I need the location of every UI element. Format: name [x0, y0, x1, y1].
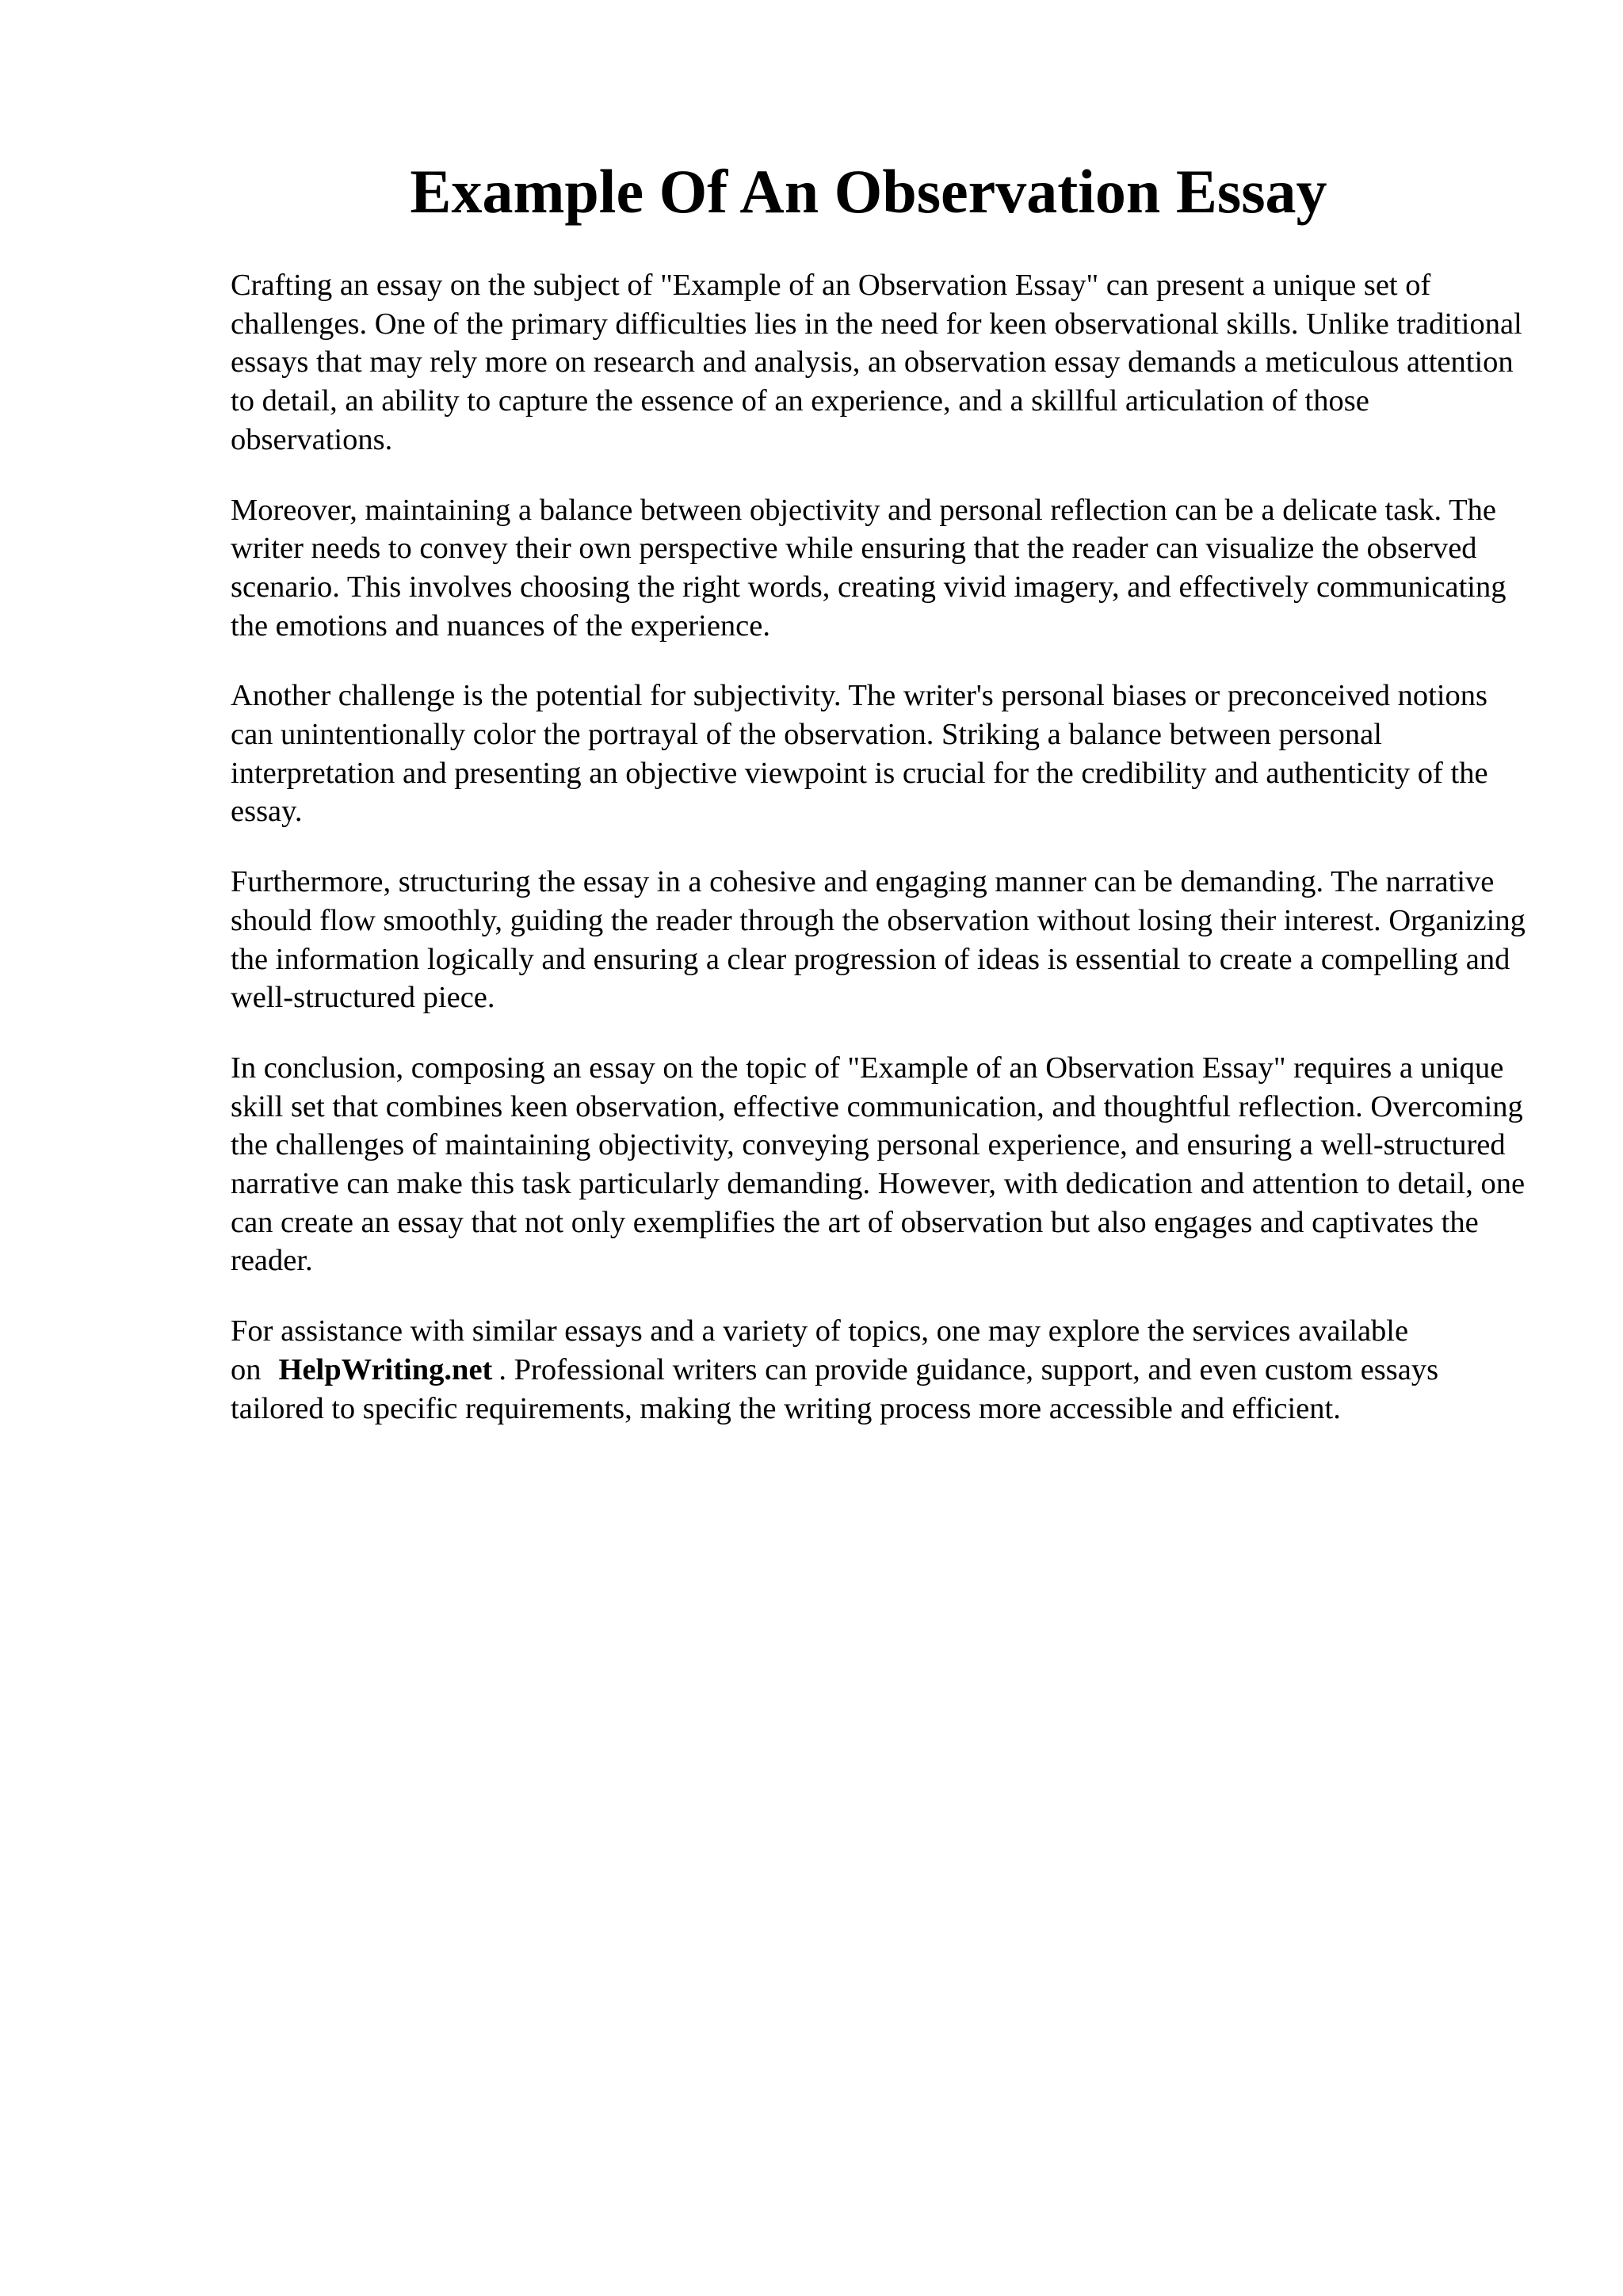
- paragraph-5: In conclusion, composing an essay on the topic of "Example of an Observation Essay" requires a unique skill set that combines keen observation, effective communication, and thoughtful reflection. Overcoming the challenges of maintaining objectivity, conveying personal experience, and ensuring a well-structured narrative can make this task particularly demanding. However, with dedication and attention to detail, one can create an essay that not only exemplifies the art of observation but also engages and captivates the reader.: [231, 1051, 1526, 1278]
- paragraph-6-after: . Professional writers can provide guidance, support, and even custom essays tailored to specific requirements, making the writing process more accessible and efficient.: [231, 1352, 1439, 1425]
- paragraph-1: Crafting an essay on the subject of "Example of an Observation Essay" can present a unique set of challenges. One of the primary difficulties lies in the need for keen observational skills. Unlike traditional essays that may rely more on research and analysis, an observation essay demands a meticulous attention to detail, an ability to capture the essence of an experience, and a skillful articulation of those observations.: [231, 269, 1522, 456]
- paragraph-3: Another challenge is the potential for subjectivity. The writer's personal biases or preconceived notions can unintentionally color the portrayal of the observation. Striking a balance between personal interpretation and presenting an objective viewpoint is crucial for the credibility and authenticity of the essay.: [231, 679, 1488, 829]
- helpwriting-link[interactable]: HelpWriting.net: [278, 1352, 493, 1386]
- paragraph-2: Moreover, maintaining a balance between objectivity and personal reflection can be a delicate task. The writer needs to convey their own perspective while ensuring that the reader can visualize the observed scenario. This involves choosing the right words, creating vivid imagery, and effectively communicating the emotions and nuances of the experience.: [231, 493, 1507, 643]
- paragraph-4: Furthermore, structuring the essay in a cohesive and engaging manner can be demanding. The narrative should flow smoothly, guiding the reader through the observation without losing their interest. Organizing the information logically and ensuring a clear progression of ideas is essential to create a compelling and well-structured piece.: [231, 865, 1526, 1015]
- document-body: [231, 266, 1530, 1459]
- paragraph-6-before: For assistance with similar essays and a variety of topics, one may explore the services available on: [231, 1314, 1409, 1386]
- paragraph-6: [231, 1312, 1530, 1428]
- document-title: Example Of An Observation Essay: [410, 157, 1327, 226]
